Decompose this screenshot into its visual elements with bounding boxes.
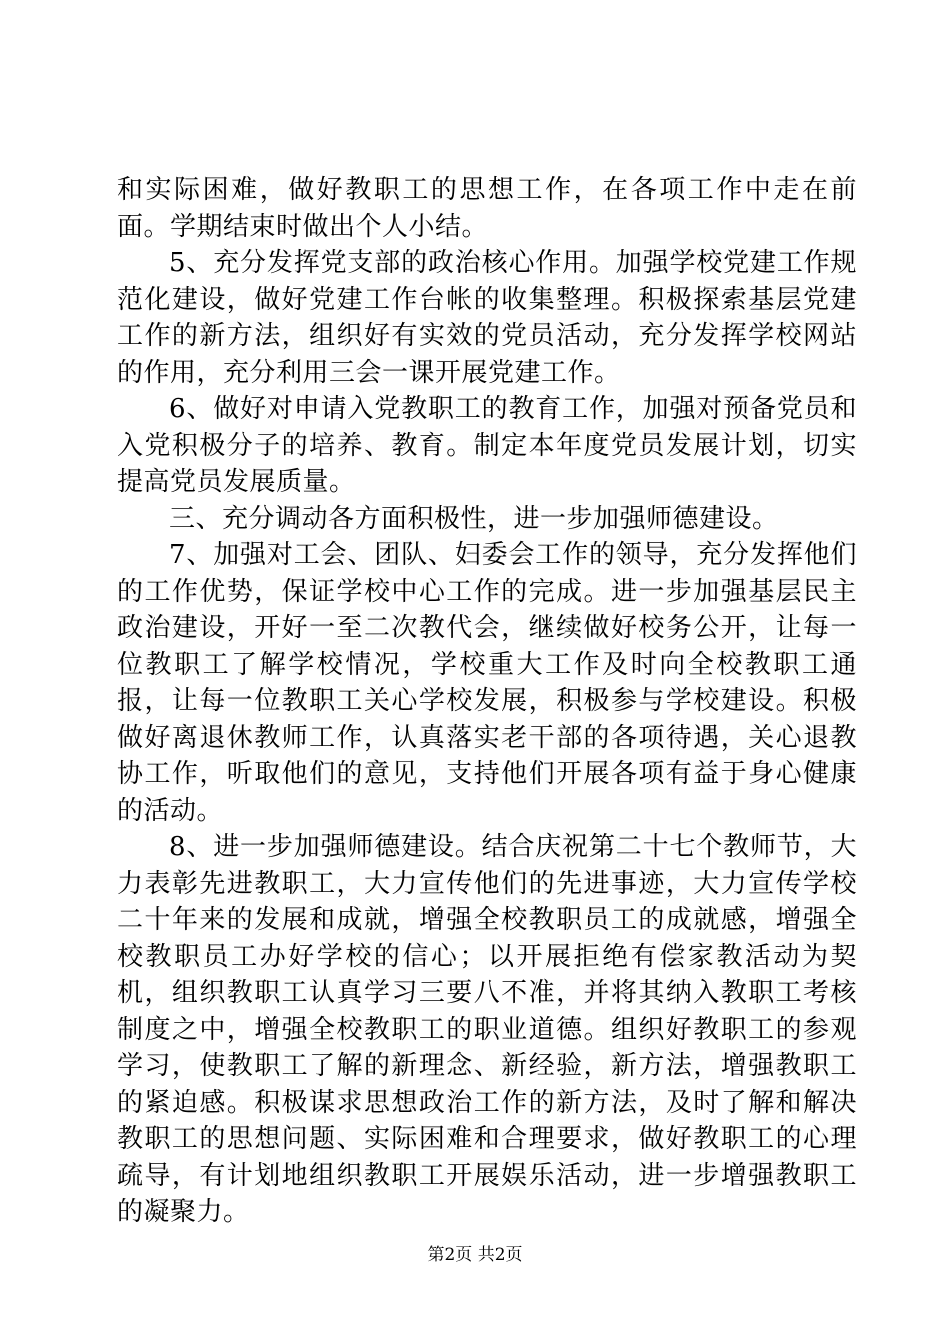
paragraph-continuation: 和实际困难，做好教职工的思想工作，在各项工作中走在前面。学期结束时做出个人小结。 bbox=[117, 175, 857, 242]
paragraph-item-7: 7、加强对工会、团队、妇委会工作的领导，充分发挥他们的工作优势，保证学校中心工作的完成。进一步加强基层民主政治建设，开好一至二次教代会，继续做好校务公开，让每一位教职工了解学校情况，学校重大工作及时向全校教职工通报，让每一位教职工关心学校发展，积极参与学校建设。积极做好离退休教师工作，认真落实老干部的各项待遇，关心退教协工作，听取他们的意见，支持他们开展各项有益于身心健康的活动。 bbox=[117, 540, 857, 826]
paragraph-item-8: 8、进一步加强师德建设。结合庆祝第二十七个教师节，大力表彰先进教职工，大力宣传他们的先进事迹，大力宣传学校二十年来的发展和成就，增强全校教职员工的成就感，增强全校教职员工办好学校的信心；以开展拒绝有偿家教活动为契机，组织教职工认真学习三要八不准，并将其纳入教职工考核制度之中，增强全校教职工的职业道德。组织好教职工的参观学习，使教职工了解的新理念、新经验，新方法，增强教职工的紧迫感。积极谋求思想政治工作的新方法，及时了解和解决教职工的思想问题、实际困难和合理要求，做好教职工的心理疏导，有计划地组织教职工开展娱乐活动，进一步增强教职工的凝聚力。 bbox=[117, 832, 857, 1227]
paragraph-item-6: 6、做好对申请入党教职工的教育工作，加强对预备党员和入党积极分子的培养、教育。制定本年度党员发展计划，切实提高党员发展质量。 bbox=[117, 394, 857, 497]
page-number-footer: 第2页 共2页 bbox=[427, 1245, 523, 1265]
paragraph-item-5: 5、充分发挥党支部的政治核心作用。加强学校党建工作规范化建设，做好党建工作台帐的收集整理。积极探索基层党建工作的新方法，组织好有实效的党员活动，充分发挥学校网站的作用，充分利用三会一课开展党建工作。 bbox=[117, 248, 857, 388]
document-body bbox=[117, 172, 857, 1231]
section-heading-3: 三、充分调动各方面积极性，进一步加强师德建设。 bbox=[169, 503, 779, 534]
